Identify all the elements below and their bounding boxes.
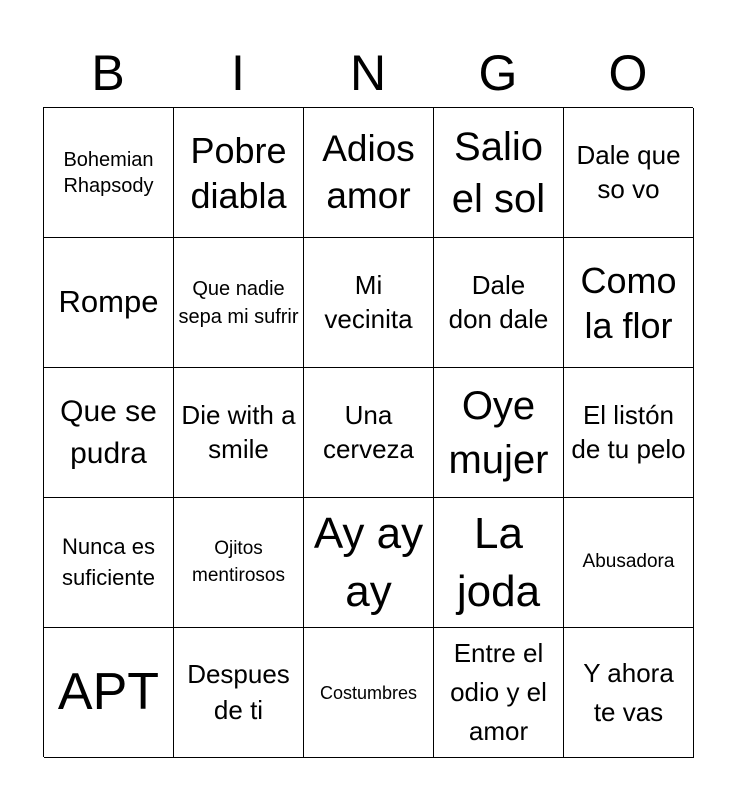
cell-text: Adios amor [322, 128, 415, 216]
cell-text: Oye mujer [448, 383, 549, 482]
header-letter-n: N [349, 45, 387, 101]
bingo-cell [434, 108, 564, 238]
bingo-cell [304, 108, 434, 238]
cell-text: Dale don dale [448, 269, 549, 334]
cell-text: Despues de ti [187, 659, 290, 725]
bingo-cell [564, 238, 694, 368]
cell-text: Mi vecinita [324, 269, 413, 334]
bingo-cell [564, 498, 694, 628]
header-letter-i: I [231, 45, 245, 101]
bingo-cell [564, 108, 694, 238]
cell-text: Y ahora te vas [583, 657, 674, 727]
bingo-card [43, 107, 693, 757]
cell-text: Salio el sol [451, 124, 546, 221]
cell-text: Rompe [58, 284, 159, 320]
header-letter-b: B [91, 45, 125, 101]
bingo-cell [174, 498, 304, 628]
cell-text: Ojitos mentirosos [192, 537, 285, 586]
bingo-cell [434, 628, 564, 758]
bingo-cell [434, 238, 564, 368]
bingo-cell [304, 628, 434, 758]
cell-text: Que se pudra [60, 394, 157, 470]
bingo-cell [44, 368, 174, 498]
bingo-cell [564, 628, 694, 758]
cell-text: Ay ay ay [313, 509, 424, 616]
cell-text: Nunca es suficiente [62, 533, 155, 590]
bingo-header [43, 40, 693, 106]
bingo-cell [174, 108, 304, 238]
bingo-cell [174, 368, 304, 498]
bingo-cell [434, 498, 564, 628]
bingo-cell [434, 368, 564, 498]
bingo-cell [44, 498, 174, 628]
cell-text: Como la flor [580, 259, 677, 346]
header-letter-o: O [608, 45, 648, 101]
cell-text: Dale que so vo [576, 139, 681, 204]
bingo-cell [174, 238, 304, 368]
cell-text: Bohemian Rhapsody [63, 148, 154, 197]
bingo-cell [44, 238, 174, 368]
bingo-cell [44, 108, 174, 238]
cell-text: APT [57, 662, 160, 721]
cell-text: El listón de tu pelo [571, 399, 686, 464]
bingo-cell [174, 628, 304, 758]
bingo-cell [304, 498, 434, 628]
cell-text: La joda [456, 509, 541, 616]
cell-text: Costumbres [319, 682, 418, 703]
bingo-cell [44, 628, 174, 758]
cell-text: Que nadie sepa mi sufrir [178, 277, 299, 328]
cell-text: Abusadora [582, 551, 675, 573]
bingo-cell [304, 368, 434, 498]
cell-text: Die with a smile [181, 399, 296, 464]
cell-text: Pobre diabla [190, 129, 287, 216]
cell-text: Una cerveza [322, 399, 415, 464]
cell-text: Entre el odio y el amor [450, 638, 547, 746]
bingo-cell [564, 368, 694, 498]
header-letter-g: G [478, 45, 518, 101]
bingo-cell [304, 238, 434, 368]
